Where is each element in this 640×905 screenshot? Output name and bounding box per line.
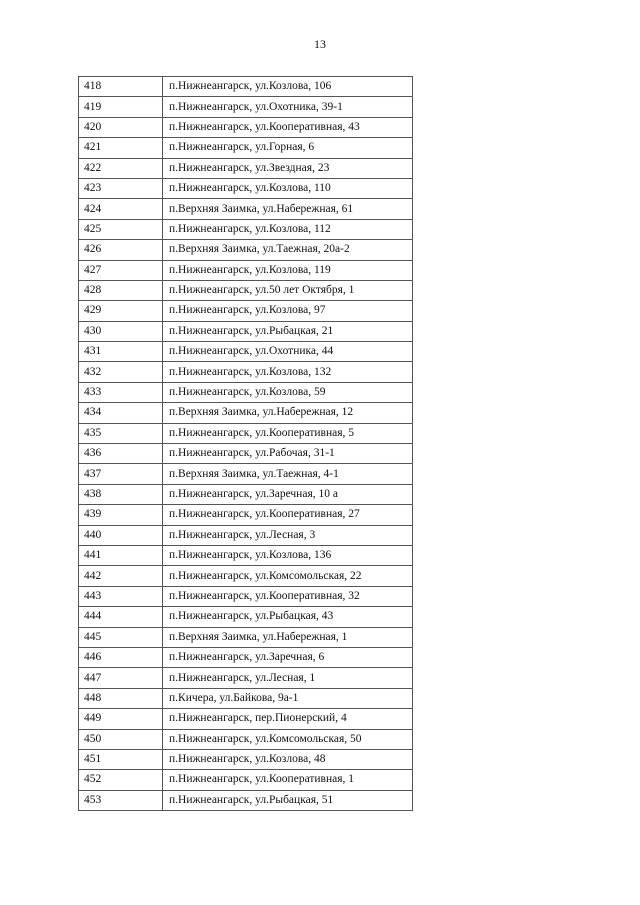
table-row	[79, 138, 413, 158]
row-number-cell: 444	[79, 607, 163, 627]
row-number-cell: 433	[79, 382, 163, 402]
row-number-cell: 420	[79, 117, 163, 137]
row-number-cell: 431	[79, 342, 163, 362]
table-row	[79, 178, 413, 198]
row-number-cell: 446	[79, 647, 163, 667]
table-row	[79, 647, 413, 667]
table-row	[79, 525, 413, 545]
row-number-cell: 449	[79, 709, 163, 729]
table-row	[79, 790, 413, 810]
address-cell: п.Нижнеангарск, ул.Комсомольская, 22	[163, 566, 413, 586]
address-cell: п.Нижнеангарск, ул.Лесная, 3	[163, 525, 413, 545]
table-row	[79, 444, 413, 464]
address-cell: п.Нижнеангарск, ул.Кооперативная, 27	[163, 505, 413, 525]
table-row	[79, 77, 413, 97]
table-row	[79, 260, 413, 280]
row-number-cell: 423	[79, 178, 163, 198]
address-cell: п.Нижнеангарск, ул.Козлова, 48	[163, 749, 413, 769]
table-row	[79, 749, 413, 769]
table-row	[79, 607, 413, 627]
address-cell: п.Верхняя Заимка, ул.Таежная, 4-1	[163, 464, 413, 484]
row-number-cell: 445	[79, 627, 163, 647]
address-cell: п.Нижнеангарск, пер.Пионерский, 4	[163, 709, 413, 729]
address-cell: п.Нижнеангарск, ул.Рыбацкая, 51	[163, 790, 413, 810]
row-number-cell: 448	[79, 688, 163, 708]
address-cell: п.Кичера, ул.Байкова, 9а-1	[163, 688, 413, 708]
address-cell: п.Нижнеангарск, ул.Козлова, 132	[163, 362, 413, 382]
address-cell: п.Нижнеангарск, ул.Комсомольская, 50	[163, 729, 413, 749]
row-number-cell: 421	[79, 138, 163, 158]
address-cell: п.Нижнеангарск, ул.Заречная, 6	[163, 647, 413, 667]
table-row	[79, 321, 413, 341]
row-number-cell: 438	[79, 484, 163, 504]
table-row	[79, 709, 413, 729]
table-row	[79, 240, 413, 260]
row-number-cell: 419	[79, 97, 163, 117]
row-number-cell: 451	[79, 749, 163, 769]
address-cell: п.Нижнеангарск, ул.Заречная, 10 а	[163, 484, 413, 504]
address-cell: п.Нижнеангарск, ул.Кооперативная, 43	[163, 117, 413, 137]
row-number-cell: 434	[79, 403, 163, 423]
table-row	[79, 770, 413, 790]
address-table-body	[79, 77, 413, 811]
row-number-cell: 443	[79, 586, 163, 606]
row-number-cell: 427	[79, 260, 163, 280]
row-number-cell: 426	[79, 240, 163, 260]
address-cell: п.Нижнеангарск, ул.Козлова, 59	[163, 382, 413, 402]
row-number-cell: 440	[79, 525, 163, 545]
address-table	[78, 76, 413, 811]
table-row	[79, 280, 413, 300]
row-number-cell: 447	[79, 668, 163, 688]
table-row	[79, 668, 413, 688]
address-cell: п.Нижнеангарск, ул.50 лет Октября, 1	[163, 280, 413, 300]
table-row	[79, 301, 413, 321]
row-number-cell: 422	[79, 158, 163, 178]
table-row	[79, 117, 413, 137]
table-row	[79, 627, 413, 647]
table-row	[79, 199, 413, 219]
table-row	[79, 484, 413, 504]
row-number-cell: 437	[79, 464, 163, 484]
page-number: 13	[314, 37, 326, 51]
row-number-cell: 432	[79, 362, 163, 382]
table-row	[79, 464, 413, 484]
row-number-cell: 429	[79, 301, 163, 321]
address-cell: п.Нижнеангарск, ул.Кооперативная, 5	[163, 423, 413, 443]
address-cell: п.Нижнеангарск, ул.Козлова, 97	[163, 301, 413, 321]
table-row	[79, 545, 413, 565]
table-row	[79, 362, 413, 382]
row-number-cell: 442	[79, 566, 163, 586]
table-row	[79, 219, 413, 239]
address-cell: п.Верхняя Заимка, ул.Набережная, 61	[163, 199, 413, 219]
address-cell: п.Нижнеангарск, ул.Кооперативная, 32	[163, 586, 413, 606]
row-number-cell: 439	[79, 505, 163, 525]
table-row	[79, 729, 413, 749]
table-row	[79, 586, 413, 606]
address-cell: п.Нижнеангарск, ул.Козлова, 136	[163, 545, 413, 565]
table-row	[79, 158, 413, 178]
address-cell: п.Нижнеангарск, ул.Козлова, 110	[163, 178, 413, 198]
table-row	[79, 403, 413, 423]
table-row	[79, 566, 413, 586]
address-cell: п.Нижнеангарск, ул.Кооперативная, 1	[163, 770, 413, 790]
row-number-cell: 453	[79, 790, 163, 810]
row-number-cell: 441	[79, 545, 163, 565]
address-cell: п.Нижнеангарск, ул.Козлова, 112	[163, 219, 413, 239]
table-row	[79, 342, 413, 362]
address-cell: п.Верхняя Заимка, ул.Таежная, 20а-2	[163, 240, 413, 260]
address-cell: п.Нижнеангарск, ул.Рыбацкая, 21	[163, 321, 413, 341]
address-cell: п.Нижнеангарск, ул.Звездная, 23	[163, 158, 413, 178]
row-number-cell: 424	[79, 199, 163, 219]
address-cell: п.Нижнеангарск, ул.Козлова, 106	[163, 77, 413, 97]
address-cell: п.Нижнеангарск, ул.Рабочая, 31-1	[163, 444, 413, 464]
address-cell: п.Верхняя Заимка, ул.Набережная, 1	[163, 627, 413, 647]
address-cell: п.Нижнеангарск, ул.Охотника, 39-1	[163, 97, 413, 117]
table-row	[79, 423, 413, 443]
address-cell: п.Нижнеангарск, ул.Лесная, 1	[163, 668, 413, 688]
address-cell: п.Верхняя Заимка, ул.Набережная, 12	[163, 403, 413, 423]
table-row	[79, 505, 413, 525]
address-cell: п.Нижнеангарск, ул.Охотника, 44	[163, 342, 413, 362]
row-number-cell: 435	[79, 423, 163, 443]
row-number-cell: 430	[79, 321, 163, 341]
row-number-cell: 428	[79, 280, 163, 300]
address-cell: п.Нижнеангарск, ул.Козлова, 119	[163, 260, 413, 280]
row-number-cell: 450	[79, 729, 163, 749]
table-row	[79, 382, 413, 402]
row-number-cell: 425	[79, 219, 163, 239]
row-number-cell: 452	[79, 770, 163, 790]
table-row	[79, 688, 413, 708]
address-cell: п.Нижнеангарск, ул.Горная, 6	[163, 138, 413, 158]
row-number-cell: 436	[79, 444, 163, 464]
row-number-cell: 418	[79, 77, 163, 97]
table-row	[79, 97, 413, 117]
address-cell: п.Нижнеангарск, ул.Рыбацкая, 43	[163, 607, 413, 627]
